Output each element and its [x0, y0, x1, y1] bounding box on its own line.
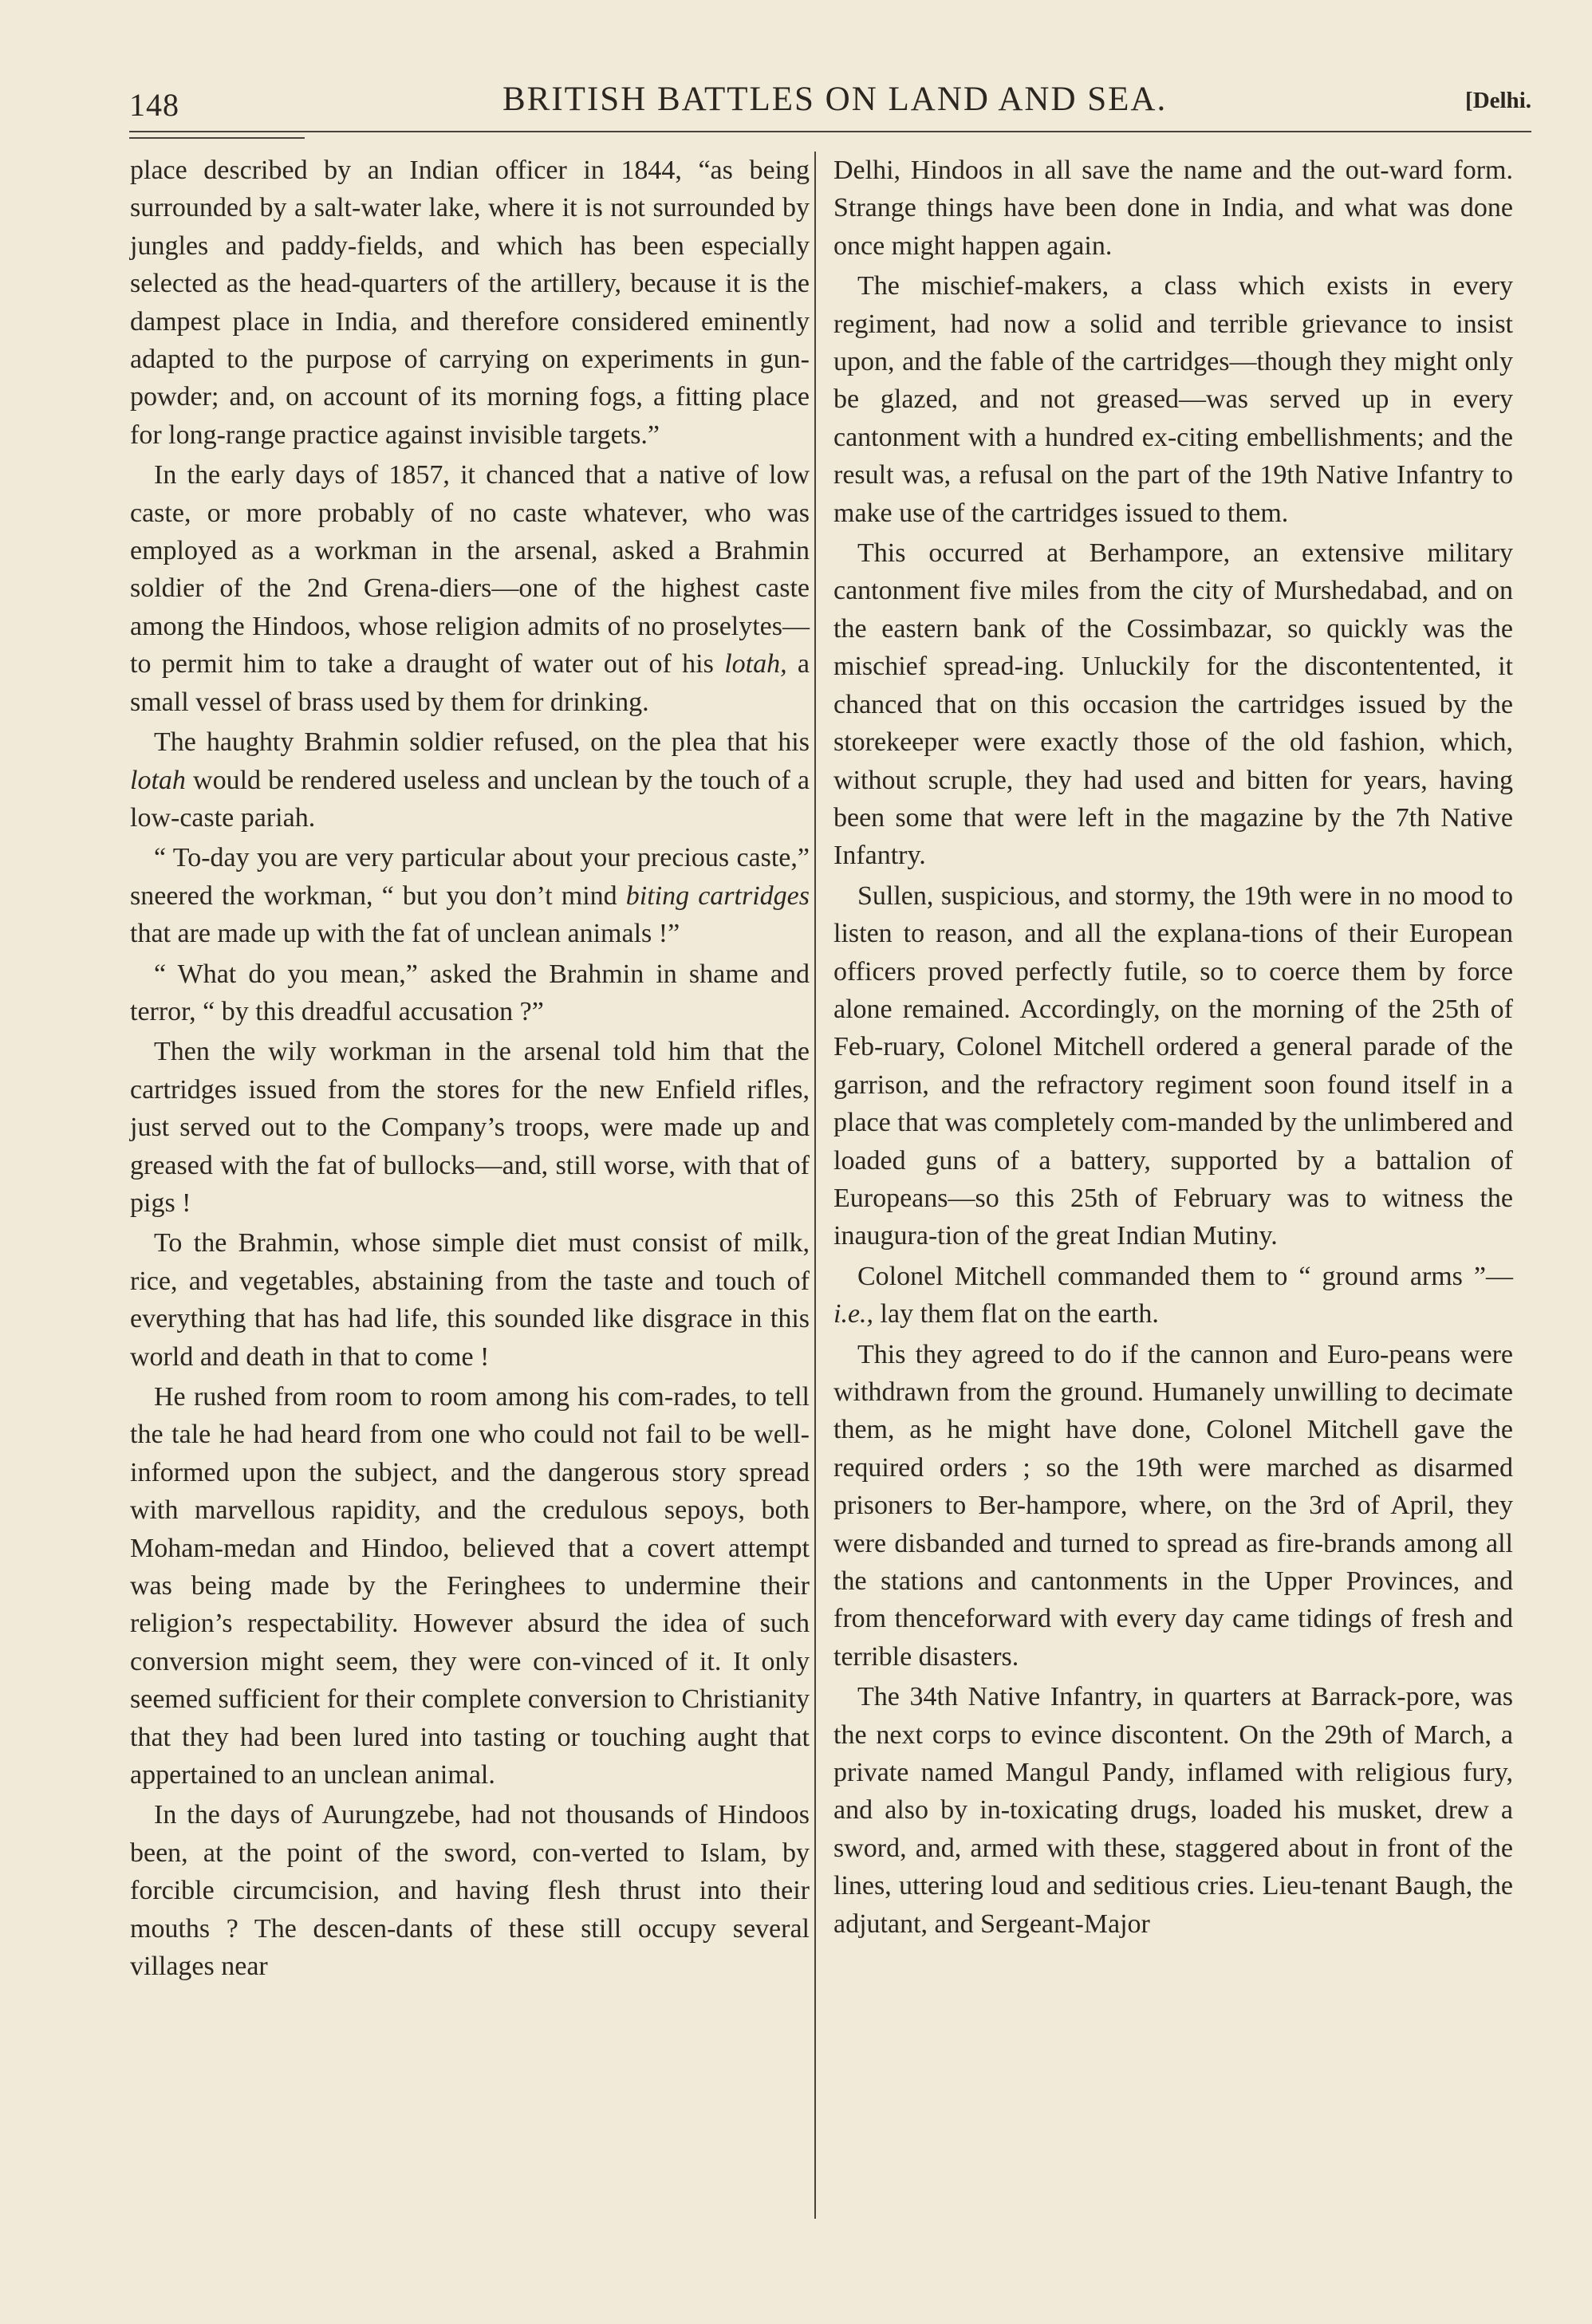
paragraph: [130, 839, 810, 952]
right-column: [833, 152, 1513, 1943]
paragraph: Sullen, suspicious, and stormy, the 19th were in no mood to listen to reason, and all the explana-tions of their European officers proved perfectly futile, so to coerce them by force alone remained. Accordingly, on the morning of the 25th of Feb-ruary, Colonel Mitchell ordered a general parade of the garrison, and the refractory regiment soon found itself in a place that was completely com-manded by the unlimbered and loaded guns of a battery, supported by a battalion of Europeans—so this 25th of February was to witness the inaugura-tion of the great Indian Mutiny.: [833, 880, 1513, 1251]
paragraph: This occurred at Berhampore, an extensive military cantonment five miles from the city of Murshedabad, and on the eastern bank of the Cossimbazar, so quickly was the mischief spread-ing. Unluckily for the discontentented, it chanced that on this occasion the cartridges issued by the storekeeper were exactly those of the old fashion, which, without scruple, they had used and bitten for years, having been some that were left in the magazine by the 7th Native Infantry.: [833, 538, 1513, 871]
paragraph: The 34th Native Infantry, in quarters at Barrack-pore, was the next corps to evince discontent. On the 29th of March, a private named Mangul Pandy, inflamed with religious fury, and also by in-toxicating drugs, loaded his musket, drew a sword, and, armed with these, staggered about in front of the lines, uttering loud and seditious cries. Lieu-tenant Baugh, the adjutant, and Sergeant-Major: [833, 1682, 1513, 1939]
paragraph: He rushed from room to room among his com-rades, to tell the tale he had heard from one who could not fail to be well-informed upon the subject, and the dangerous story spread with marvellous rapidity, and the credulous sepoys, both Moham-medan and Hindoo, believed that a covert attempt was being made by the Feringhees to undermine their religion’s respectability. However absurd the idea of such conversion might seem, they were con-vinced of it. It only seemed sufficient for their complete conversion to Christianity that they had been lured into tasting or touching aught that appertained to an unclean animal.: [130, 1382, 810, 1790]
paragraph-text: would be rendered useless and unclean by the touch of a low-caste pariah.: [130, 765, 810, 833]
page-number: 148: [129, 87, 179, 123]
paragraph: To the Brahmin, whose simple diet must consist of milk, rice, and vegetables, abstaining from the taste and touch of everything that has had life, this sounded like disgrace in this world and death in that to come !: [130, 1228, 810, 1372]
header-rule: [129, 131, 1531, 132]
paragraph: place described by an Indian officer in 1844, “as being surrounded by a salt-water lake, where it is not surrounded by jungles and paddy-fields, and which has been especially selected as the head-quarters of the artillery, because it is the dampest place in India, and therefore considered eminently adapted to the purpose of carrying on experiments in gun-powder; and, on account of its morning fogs, a fitting place for long-range practice against invisible targets.”: [130, 156, 810, 450]
paragraph: The mischief-makers, a class which exists in every regiment, had now a solid and terrible grievance to insist upon, and the fable of the cartridges—though they might only be glazed, and not greased—was served up in every cantonment with a hundred ex-citing embellishments; and the result was, a refusal on the part of the 19th Native Infantry to make use of the cartridges issued to them.: [833, 271, 1513, 528]
section-tag: [Delhi.: [1465, 88, 1531, 113]
paragraph: In the days of Aurungzebe, had not thousands of Hindoos been, at the point of the sword, con-verted to Islam, by forcible circumcision, and having flesh thrust into their mouths ? The descen-dants of these still occupy several villages near: [130, 1800, 810, 1982]
running-title: BRITISH BATTLES ON LAND AND SEA.: [502, 81, 1168, 118]
paragraph: Delhi, Hindoos in all save the name and the out-ward form. Strange things have been done in India, and what was done once might happen again.: [833, 156, 1513, 261]
paragraph-text: a small vessel of brass used by them for drinking.: [130, 649, 810, 717]
italic-term: lotah,: [724, 649, 787, 679]
paragraph: “ What do you mean,” asked the Brahmin in shame and terror, “ by this dreadful accusation ?”: [130, 959, 810, 1026]
paragraph-text: The haughty Brahmin soldier refused, on the plea that his: [154, 727, 810, 758]
paragraph-text: Colonel Mitchell commanded them to “ ground arms ”—: [857, 1261, 1513, 1291]
italic-term: biting cartridges: [625, 880, 810, 911]
column-divider: [814, 152, 816, 2219]
paragraph: [130, 723, 810, 837]
header-rule-short: [129, 137, 305, 139]
paragraph: [833, 1258, 1513, 1333]
paragraph-text: “ To-day you are very particular about your precious caste,” sneered the workman, “ but you don’t mind: [130, 843, 810, 911]
paragraph-text: lay them flat on the earth.: [873, 1299, 1159, 1329]
left-column: [130, 152, 810, 1986]
italic-term: lotah: [130, 765, 186, 795]
paragraph-text: that are made up with the fat of unclean animals !”: [130, 919, 680, 949]
italic-term: i.e.,: [833, 1299, 874, 1329]
paragraph: [130, 456, 810, 721]
paragraph: This they agreed to do if the cannon and Euro-peans were withdrawn from the ground. Humanely unwilling to decimate them, as he might have done, Colonel Mitchell gave the required orders ; so the 19th were marched as disarmed prisoners to Ber-hampore, where, on the 3rd of April, they were disbanded and turned to spread as fire-brands among all the stations and cantonments in the Upper Provinces, and from thenceforward with every day came tidings of fresh and terrible disasters.: [833, 1339, 1513, 1672]
paragraph: Then the wily workman in the arsenal told him that the cartridges issued from the stores for the new Enfield rifles, just served out to the Company’s troops, were made up and greased with the fat of bullocks—and, still worse, with that of pigs !: [130, 1037, 810, 1218]
page-header: [128, 73, 1531, 129]
paragraph-text: In the early days of 1857, it chanced that a native of low caste, or more probably of no caste whatever, who was employed as a workman in the arsenal, asked a Brahmin soldier of the 2nd Grena-diers—one of the highest caste among the Hindoos, whose religion admits of no proselytes—to permit him to take a draught of water out of his: [130, 460, 810, 679]
